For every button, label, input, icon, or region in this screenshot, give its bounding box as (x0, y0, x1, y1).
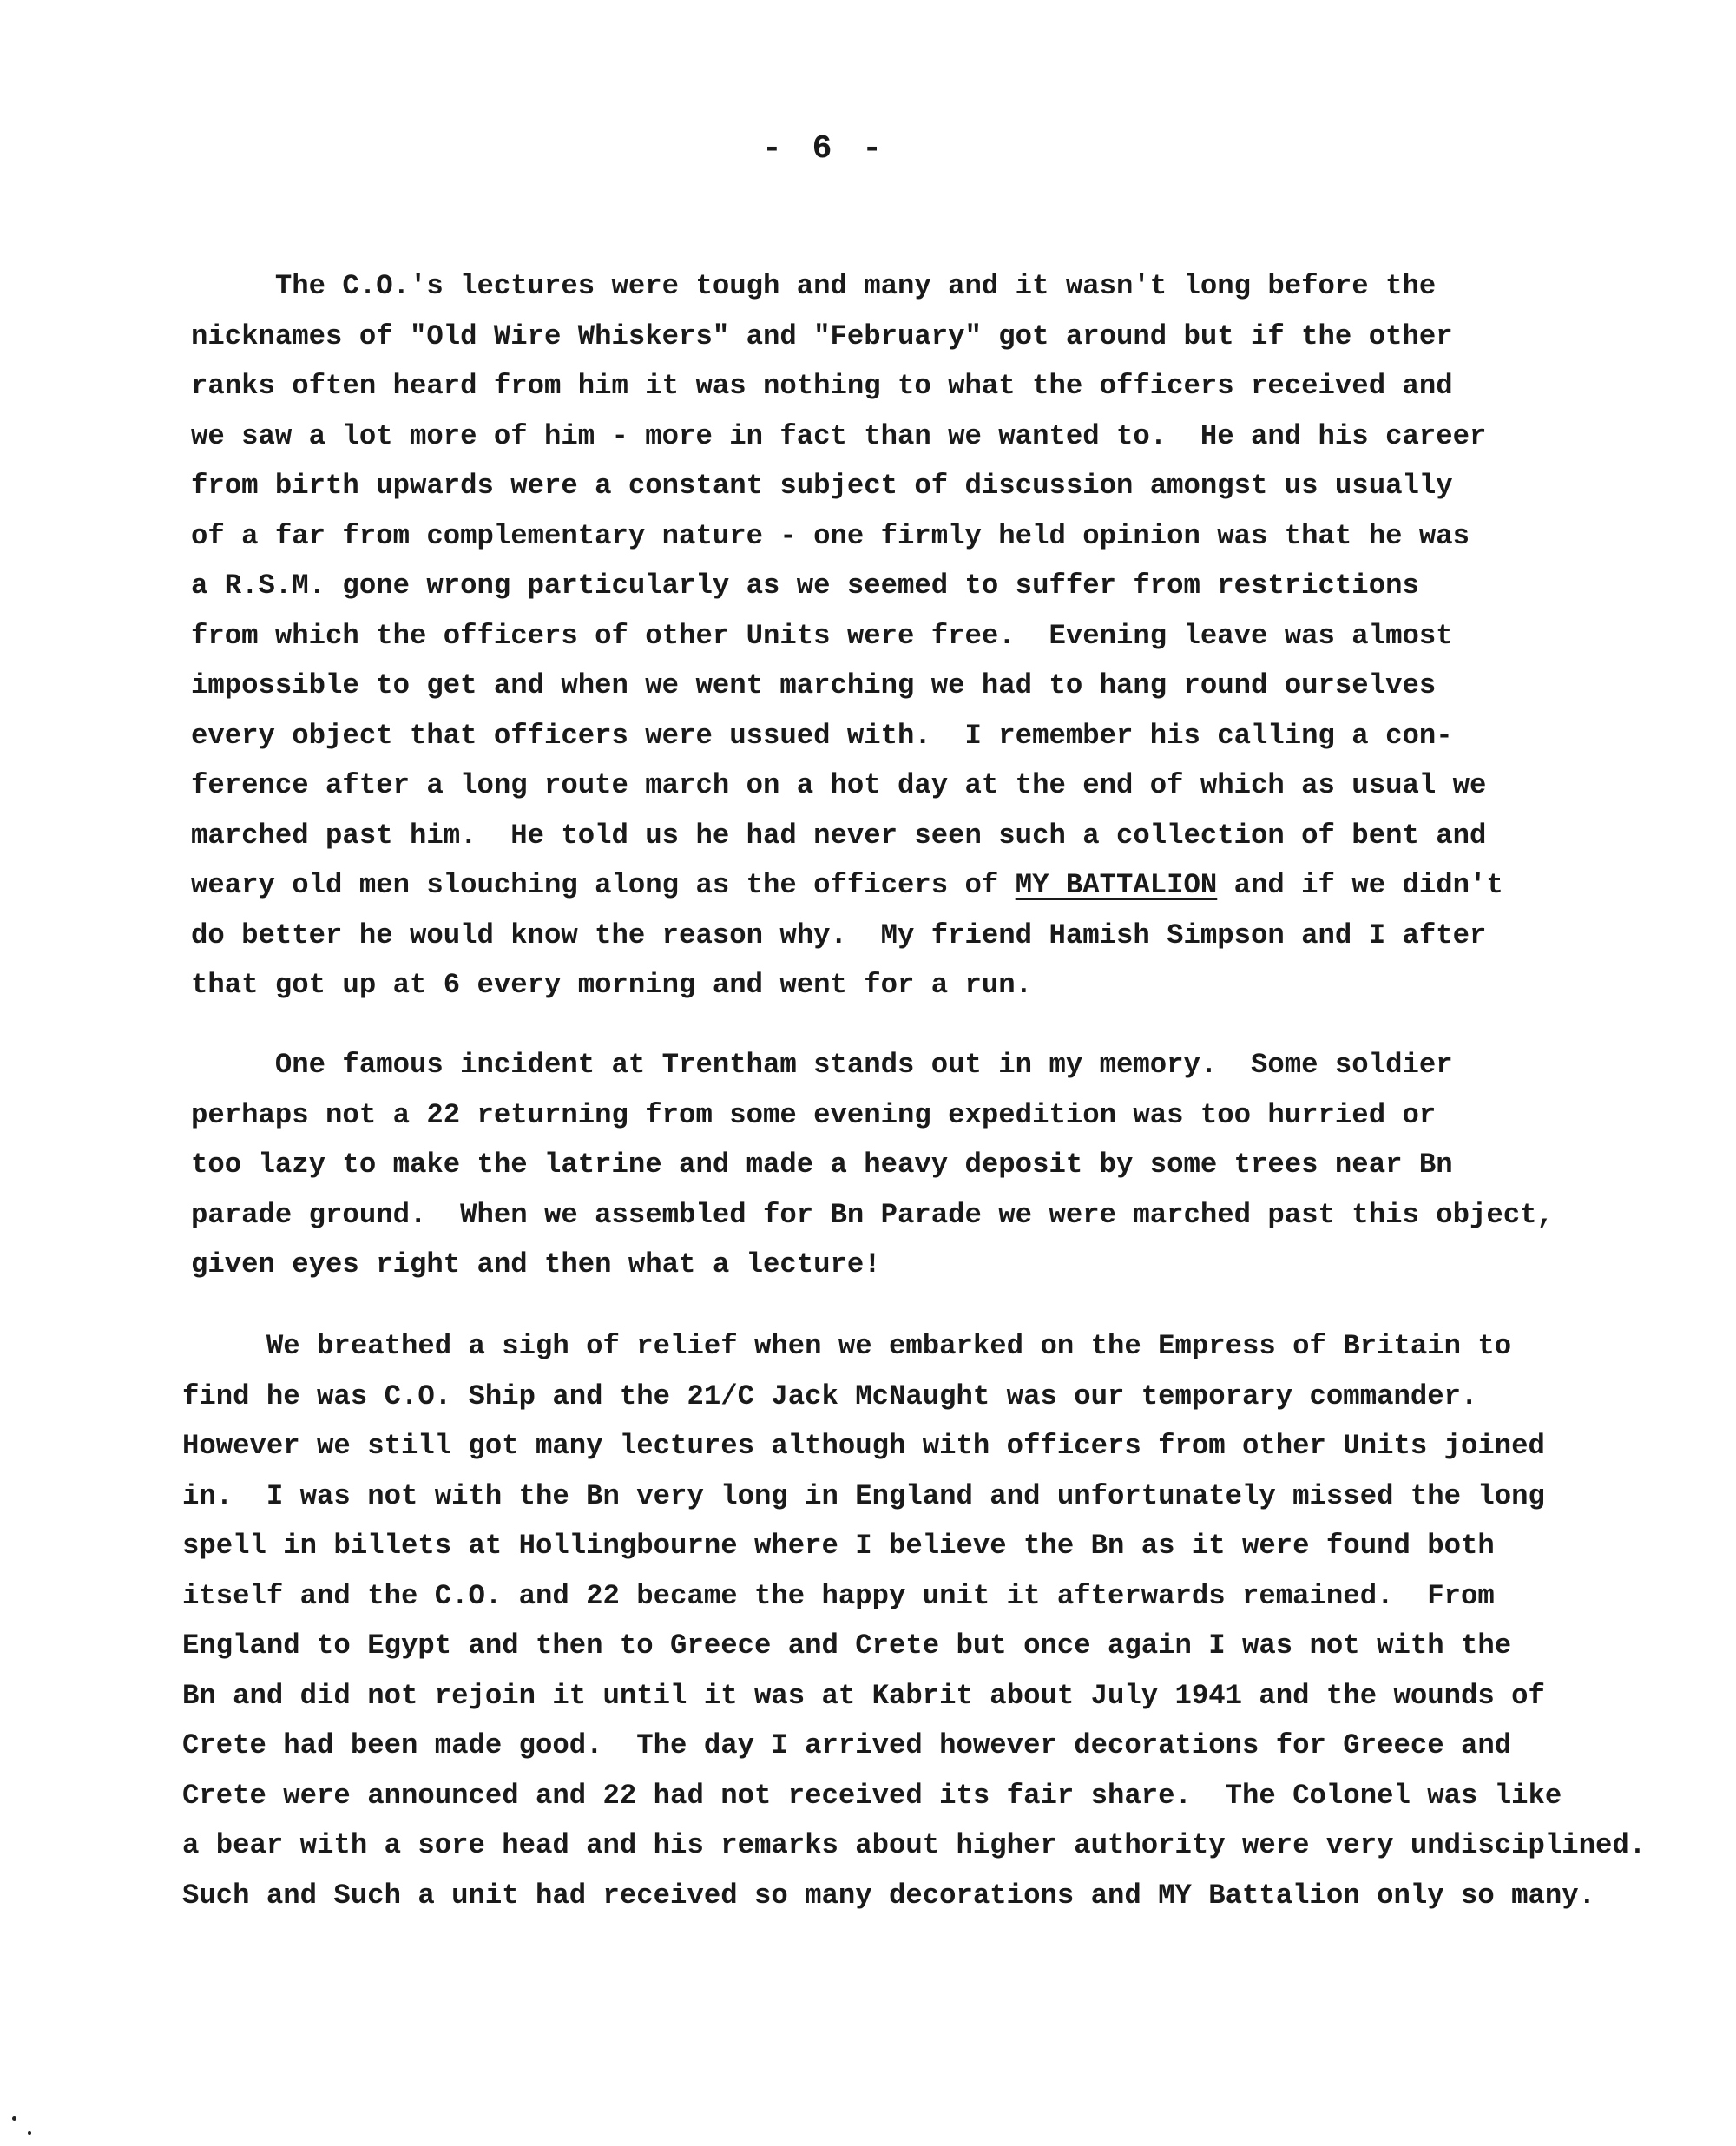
underlined-text: MY BATTALION (1015, 869, 1218, 901)
text-line: impossible to get and when we went marching we had to hang round ourselves (191, 669, 1437, 701)
text-line: Such and Such a unit had received so many decorations and MY Battalion only so many. (182, 1879, 1596, 1912)
text-line: in. I was not with the Bn very long in England and unfortunately missed the long (182, 1479, 1545, 1512)
text-line: find he was C.O. Ship and the 21/C Jack McNaught was our temporary commander. (182, 1379, 1478, 1412)
text-line: itself and the C.O. and 22 became the happy unit it afterwards remained. From (182, 1579, 1495, 1612)
text-line: from birth upwards were a constant subject of discussion amongst us usually (191, 470, 1453, 502)
text-line: marched past him. He told us he had never seen such a collection of bent and (191, 819, 1487, 852)
text-line: a bear with a sore head and his remarks about higher authority were very undisciplined. (182, 1829, 1647, 1861)
text-segment: weary old men slouching along as the officers of (191, 869, 1016, 901)
text-line: However we still got many lectures although with officers from other Units joined (182, 1430, 1545, 1462)
text-line: ference after a long route march on a hot day at the end of which as usual we (191, 769, 1487, 801)
scan-speck (12, 2116, 16, 2121)
text-line: that got up at 6 every morning and went for a run. (191, 969, 1033, 1001)
text-line: The C.O.'s lectures were tough and many and it wasn't long before the (191, 270, 1437, 302)
text-line: Crete had been made good. The day I arrived however decorations for Greece and (182, 1729, 1512, 1761)
paragraph-3 (182, 1321, 1646, 1920)
text-line: ranks often heard from him it was nothing to what the officers received and (191, 370, 1453, 402)
text-line: parade ground. When we assembled for Bn Parade we were marched past this object, (191, 1198, 1554, 1231)
text-line: spell in billets at Hollingbourne where I believe the Bn as it were found both (182, 1530, 1495, 1562)
text-line: do better he would know the reason why. My friend Hamish Simpson and I after (191, 918, 1487, 951)
text-line: too lazy to make the latrine and made a heavy deposit by some trees near Bn (191, 1149, 1453, 1181)
text-line: from which the officers of other Units were free. Evening leave was almost (191, 619, 1453, 652)
text-line (191, 860, 1503, 911)
text-line: England to Egypt and then to Greece and Crete but once again I was not with the (182, 1629, 1512, 1662)
text-segment: and if we didn't (1217, 869, 1503, 901)
text-line: we saw a lot more of him - more in fact than we wanted to. He and his career (191, 419, 1487, 452)
scan-speck (28, 2131, 31, 2135)
text-line: given eyes right and then what a lecture! (191, 1248, 881, 1280)
text-line: One famous incident at Trentham stands out in my memory. Some soldier (191, 1049, 1453, 1081)
text-line: We breathed a sigh of relief when we embarked on the Empress of Britain to (182, 1330, 1512, 1362)
text-line: perhaps not a 22 returning from some evening expedition was too hurried or (191, 1098, 1437, 1131)
text-line: Bn and did not rejoin it until it was at Kabrit about July 1941 and the wounds of (182, 1679, 1545, 1712)
text-line: every object that officers were ussued with. I remember his calling a con- (191, 719, 1453, 752)
page-number: - 6 - (761, 130, 888, 168)
text-line: of a far from complementary nature - one firmly held opinion was that he was (191, 519, 1470, 552)
paragraph-2 (191, 1040, 1554, 1290)
paragraph-1 (191, 261, 1503, 1010)
text-line: nicknames of "Old Wire Whiskers" and "February" got around but if the other (191, 319, 1453, 352)
text-line: Crete were announced and 22 had not received its fair share. The Colonel was like (182, 1779, 1562, 1812)
text-line: a R.S.M. gone wrong particularly as we seemed to suffer from restrictions (191, 569, 1419, 602)
